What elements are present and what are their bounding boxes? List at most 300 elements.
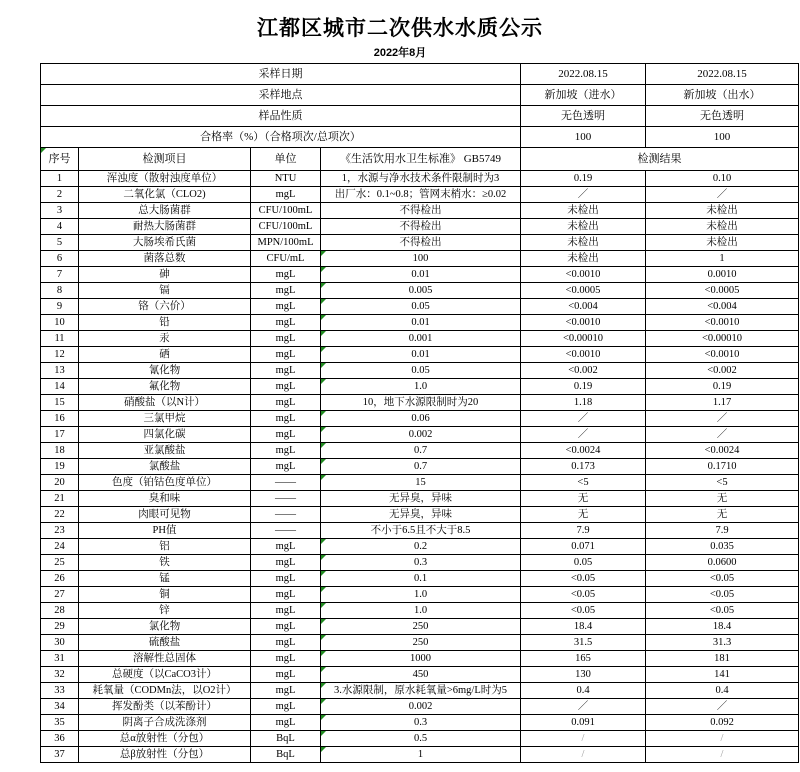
- table-row: [41, 539, 799, 555]
- cell-unit: ——: [251, 507, 321, 523]
- cell-result-out: ／: [646, 411, 799, 427]
- table-row: [41, 651, 799, 667]
- cell-no: 31: [41, 651, 79, 667]
- cell-item: 镉: [79, 283, 251, 299]
- cell-result-in: ／: [521, 699, 646, 715]
- table-row: [41, 555, 799, 571]
- cell-result-out: 0.19: [646, 379, 799, 395]
- table-row: [41, 443, 799, 459]
- cell-result-in: 130: [521, 667, 646, 683]
- cell-unit: mgL: [251, 187, 321, 203]
- cell-unit: mgL: [251, 283, 321, 299]
- cell-item: 硫酸盐: [79, 635, 251, 651]
- cell-unit: mgL: [251, 379, 321, 395]
- cell-flag-icon: [321, 699, 326, 704]
- cell-unit: BqL: [251, 731, 321, 747]
- cell-no: 29: [41, 619, 79, 635]
- cell-no: 33: [41, 683, 79, 699]
- table-row: [41, 635, 799, 651]
- cell-standard: 100: [321, 251, 521, 267]
- cell-result-out: 0.10: [646, 171, 799, 187]
- cell-no: 22: [41, 507, 79, 523]
- cell-standard: 0.3: [321, 555, 521, 571]
- cell-no: 24: [41, 539, 79, 555]
- cell-result-in: ／: [521, 427, 646, 443]
- cell-unit: mgL: [251, 619, 321, 635]
- cell-result-in: <0.00010: [521, 331, 646, 347]
- cell-unit: mgL: [251, 299, 321, 315]
- cell-flag-icon: [321, 667, 326, 672]
- cell-no: 16: [41, 411, 79, 427]
- table-row: [41, 507, 799, 523]
- cell-standard: 0.1: [321, 571, 521, 587]
- cell-unit: ——: [251, 491, 321, 507]
- cell-item: 肉眼可见物: [79, 507, 251, 523]
- cell-result-in: <0.0010: [521, 267, 646, 283]
- cell-result-in: <0.05: [521, 587, 646, 603]
- meta-label: 采样日期: [41, 64, 521, 85]
- cell-result-out: 0.092: [646, 715, 799, 731]
- cell-result-out: 0.035: [646, 539, 799, 555]
- cell-result-in: 无: [521, 491, 646, 507]
- cell-standard: 0.002: [321, 427, 521, 443]
- header-result: 检测结果: [521, 148, 799, 171]
- table-row: [41, 363, 799, 379]
- cell-result-out: 7.9: [646, 523, 799, 539]
- cell-standard: 0.3: [321, 715, 521, 731]
- cell-no: 37: [41, 747, 79, 763]
- cell-result-out: <0.0005: [646, 283, 799, 299]
- cell-flag-icon: [321, 363, 326, 368]
- cell-unit: mgL: [251, 347, 321, 363]
- meta-value-in: 无色透明: [521, 106, 646, 127]
- meta-rows: [41, 64, 799, 171]
- cell-result-in: /: [521, 731, 646, 747]
- table-row: [41, 315, 799, 331]
- header-standard: 《生活饮用水卫生标准》 GB5749: [321, 148, 521, 171]
- cell-flag-icon: [321, 715, 326, 720]
- cell-result-in: <0.05: [521, 603, 646, 619]
- cell-unit: mgL: [251, 331, 321, 347]
- cell-flag-icon: [321, 731, 326, 736]
- cell-flag-icon: [321, 379, 326, 384]
- cell-result-out: <0.002: [646, 363, 799, 379]
- cell-standard: 0.001: [321, 331, 521, 347]
- water-quality-table: [40, 63, 799, 763]
- cell-no: 9: [41, 299, 79, 315]
- cell-result-out: 未检出: [646, 235, 799, 251]
- cell-unit: NTU: [251, 171, 321, 187]
- header-item: 检测项目: [79, 148, 251, 171]
- cell-unit: mgL: [251, 363, 321, 379]
- cell-result-in: <0.004: [521, 299, 646, 315]
- cell-result-out: <0.05: [646, 571, 799, 587]
- cell-result-out: <0.0010: [646, 315, 799, 331]
- cell-no: 35: [41, 715, 79, 731]
- table-row: [41, 603, 799, 619]
- cell-no: 4: [41, 219, 79, 235]
- cell-no: 27: [41, 587, 79, 603]
- cell-result-in: 31.5: [521, 635, 646, 651]
- cell-no: 26: [41, 571, 79, 587]
- header-unit: 单位: [251, 148, 321, 171]
- meta-value-in: 100: [521, 127, 646, 148]
- cell-result-out: /: [646, 731, 799, 747]
- cell-item: 硝酸盐（以N计）: [79, 395, 251, 411]
- cell-unit: mgL: [251, 315, 321, 331]
- cell-no: 6: [41, 251, 79, 267]
- meta-label: 合格率（%）（合格项次/总项次）: [41, 127, 521, 148]
- cell-result-out: <0.0010: [646, 347, 799, 363]
- cell-standard: 0.002: [321, 699, 521, 715]
- cell-standard: 0.06: [321, 411, 521, 427]
- meta-value-out: 100: [646, 127, 799, 148]
- cell-result-out: 1: [646, 251, 799, 267]
- table-row: [41, 699, 799, 715]
- cell-no: 8: [41, 283, 79, 299]
- cell-result-in: 无: [521, 507, 646, 523]
- cell-result-out: 141: [646, 667, 799, 683]
- cell-no: 5: [41, 235, 79, 251]
- cell-standard: 无异臭，异味: [321, 507, 521, 523]
- cell-flag-icon: [321, 443, 326, 448]
- cell-standard: 0.7: [321, 459, 521, 475]
- cell-result-out: 0.4: [646, 683, 799, 699]
- cell-result-out: <0.00010: [646, 331, 799, 347]
- cell-item: 氯酸盐: [79, 459, 251, 475]
- cell-flag-icon: [321, 555, 326, 560]
- cell-result-in: 7.9: [521, 523, 646, 539]
- cell-flag-icon: [321, 635, 326, 640]
- cell-result-out: <0.05: [646, 587, 799, 603]
- table-row: [41, 619, 799, 635]
- meta-value-in: 新加坡（进水）: [521, 85, 646, 106]
- cell-result-in: /: [521, 747, 646, 763]
- cell-unit: mgL: [251, 539, 321, 555]
- cell-item: 汞: [79, 331, 251, 347]
- cell-flag-icon: [321, 619, 326, 624]
- meta-row-sample-date: [41, 64, 799, 85]
- cell-standard: 0.05: [321, 363, 521, 379]
- cell-result-in: <0.0010: [521, 315, 646, 331]
- cell-unit: mgL: [251, 603, 321, 619]
- cell-result-out: 181: [646, 651, 799, 667]
- cell-standard: 0.2: [321, 539, 521, 555]
- cell-unit: mgL: [251, 267, 321, 283]
- cell-flag-icon: [321, 411, 326, 416]
- cell-result-in: 1.18: [521, 395, 646, 411]
- cell-standard: 1，水源与净水技术条件限制时为3: [321, 171, 521, 187]
- cell-result-out: <5: [646, 475, 799, 491]
- cell-flag-icon: [321, 587, 326, 592]
- cell-unit: mgL: [251, 427, 321, 443]
- cell-result-in: 0.19: [521, 379, 646, 395]
- cell-standard: 15: [321, 475, 521, 491]
- header-no-label: 序号: [48, 152, 71, 165]
- page-title: 江都区城市二次供水水质公示: [257, 17, 543, 40]
- cell-no: 3: [41, 203, 79, 219]
- table-row: [41, 411, 799, 427]
- cell-item: 耐热大肠菌群: [79, 219, 251, 235]
- table-row: [41, 171, 799, 187]
- cell-standard: 0.5: [321, 731, 521, 747]
- cell-item: 臭和味: [79, 491, 251, 507]
- cell-result-in: 未检出: [521, 219, 646, 235]
- cell-result-out: ／: [646, 427, 799, 443]
- cell-standard: 0.01: [321, 267, 521, 283]
- cell-item: 菌落总数: [79, 251, 251, 267]
- cell-result-in: ／: [521, 187, 646, 203]
- cell-item: 总硬度（以CaCO3计）: [79, 667, 251, 683]
- cell-item: 总大肠菌群: [79, 203, 251, 219]
- cell-result-in: 0.091: [521, 715, 646, 731]
- table-row: [41, 715, 799, 731]
- cell-no: 2: [41, 187, 79, 203]
- cell-no: 34: [41, 699, 79, 715]
- cell-result-in: <0.05: [521, 571, 646, 587]
- cell-unit: BqL: [251, 747, 321, 763]
- cell-unit: ——: [251, 475, 321, 491]
- cell-item: 亚氯酸盐: [79, 443, 251, 459]
- cell-unit: CFU/mL: [251, 251, 321, 267]
- cell-flag-icon: [321, 267, 326, 272]
- cell-flag-icon: [321, 427, 326, 432]
- cell-result-in: <0.0005: [521, 283, 646, 299]
- meta-value-out: 无色透明: [646, 106, 799, 127]
- cell-no: 30: [41, 635, 79, 651]
- cell-unit: mgL: [251, 571, 321, 587]
- cell-flag-icon: [321, 475, 326, 480]
- meta-value-out: 2022.08.15: [646, 64, 799, 85]
- cell-result-in: 0.173: [521, 459, 646, 475]
- cell-flag-icon: [321, 251, 326, 256]
- page-subtitle: 2022年8月: [373, 47, 427, 59]
- cell-no: 10: [41, 315, 79, 331]
- table-row: [41, 283, 799, 299]
- cell-result-out: ／: [646, 699, 799, 715]
- cell-standard: 0.005: [321, 283, 521, 299]
- cell-flag-icon: [321, 539, 326, 544]
- meta-label: 样品性质: [41, 106, 521, 127]
- cell-standard: 1.0: [321, 587, 521, 603]
- cell-result-in: <0.002: [521, 363, 646, 379]
- table-row: [41, 427, 799, 443]
- cell-result-out: <0.0024: [646, 443, 799, 459]
- table-row: [41, 203, 799, 219]
- cell-item: 溶解性总固体: [79, 651, 251, 667]
- cell-standard: 0.05: [321, 299, 521, 315]
- cell-result-in: 18.4: [521, 619, 646, 635]
- cell-result-in: 未检出: [521, 203, 646, 219]
- cell-standard: 1: [321, 747, 521, 763]
- table-row: [41, 459, 799, 475]
- cell-unit: mgL: [251, 683, 321, 699]
- cell-result-out: <0.05: [646, 603, 799, 619]
- cell-flag-icon: [321, 331, 326, 336]
- cell-no: 1: [41, 171, 79, 187]
- cell-item: PH值: [79, 523, 251, 539]
- cell-unit: CFU/100mL: [251, 219, 321, 235]
- meta-value-in: 2022.08.15: [521, 64, 646, 85]
- cell-unit: mgL: [251, 667, 321, 683]
- table-row: [41, 267, 799, 283]
- table-row: [41, 379, 799, 395]
- cell-no: 36: [41, 731, 79, 747]
- cell-result-in: 0.19: [521, 171, 646, 187]
- cell-flag-icon: [321, 283, 326, 288]
- cell-flag-icon: [321, 651, 326, 656]
- table-row: [41, 395, 799, 411]
- meta-value-out: 新加坡（出水）: [646, 85, 799, 106]
- cell-standard: 不得检出: [321, 235, 521, 251]
- cell-standard: 0.01: [321, 315, 521, 331]
- cell-unit: MPN/100mL: [251, 235, 321, 251]
- cell-flag-icon: [321, 571, 326, 576]
- cell-result-out: /: [646, 747, 799, 763]
- cell-no: 19: [41, 459, 79, 475]
- cell-item: 氟化物: [79, 379, 251, 395]
- table-row: [41, 731, 799, 747]
- cell-result-out: ／: [646, 187, 799, 203]
- cell-standard: 250: [321, 619, 521, 635]
- cell-result-out: 未检出: [646, 219, 799, 235]
- cell-result-in: ／: [521, 411, 646, 427]
- cell-no: 23: [41, 523, 79, 539]
- cell-unit: mgL: [251, 699, 321, 715]
- table-row: [41, 667, 799, 683]
- cell-flag-icon: [321, 603, 326, 608]
- cell-flag-icon: [321, 747, 326, 752]
- cell-flag-icon: [321, 459, 326, 464]
- cell-result-out: 无: [646, 507, 799, 523]
- table-row: [41, 587, 799, 603]
- cell-result-in: 165: [521, 651, 646, 667]
- cell-flag-icon: [321, 347, 326, 352]
- cell-result-in: 未检出: [521, 235, 646, 251]
- cell-standard: 1.0: [321, 603, 521, 619]
- cell-item: 铜: [79, 587, 251, 603]
- cell-standard: 450: [321, 667, 521, 683]
- cell-no: 12: [41, 347, 79, 363]
- cell-result-in: 未检出: [521, 251, 646, 267]
- table-row: [41, 747, 799, 763]
- cell-no: 20: [41, 475, 79, 491]
- cell-flag-icon: [321, 315, 326, 320]
- cell-item: 耗氧量（CODMn法，以O2计）: [79, 683, 251, 699]
- cell-standard: 无异臭，异味: [321, 491, 521, 507]
- cell-unit: mgL: [251, 651, 321, 667]
- cell-unit: mgL: [251, 395, 321, 411]
- column-header-row: [41, 148, 799, 171]
- cell-item: 硒: [79, 347, 251, 363]
- cell-item: 总β放射性（分包）: [79, 747, 251, 763]
- cell-unit: mgL: [251, 443, 321, 459]
- cell-standard: 10，地下水源限制时为20: [321, 395, 521, 411]
- cell-item: 阴离子合成洗涤剂: [79, 715, 251, 731]
- cell-no: 13: [41, 363, 79, 379]
- cell-item: 大肠埃希氏菌: [79, 235, 251, 251]
- cell-result-out: <0.004: [646, 299, 799, 315]
- cell-unit: mgL: [251, 459, 321, 475]
- cell-unit: mgL: [251, 555, 321, 571]
- cell-no: 18: [41, 443, 79, 459]
- meta-row-sample-location: [41, 85, 799, 106]
- cell-result-out: 18.4: [646, 619, 799, 635]
- meta-row-pass-rate: [41, 127, 799, 148]
- cell-unit: ——: [251, 523, 321, 539]
- cell-result-out: 0.0600: [646, 555, 799, 571]
- cell-item: 氯化物: [79, 619, 251, 635]
- cell-item: 铝: [79, 539, 251, 555]
- table-row: [41, 219, 799, 235]
- cell-result-in: <0.0010: [521, 347, 646, 363]
- cell-no: 28: [41, 603, 79, 619]
- meta-label: 采样地点: [41, 85, 521, 106]
- cell-standard: 出厂水：0.1~0.8；管网末梢水：≥0.02: [321, 187, 521, 203]
- cell-standard: 不小于6.5且不大于8.5: [321, 523, 521, 539]
- cell-unit: mgL: [251, 411, 321, 427]
- cell-standard: 0.01: [321, 347, 521, 363]
- table-row: [41, 235, 799, 251]
- cell-result-in: 0.4: [521, 683, 646, 699]
- cell-unit: mgL: [251, 715, 321, 731]
- cell-standard: 不得检出: [321, 203, 521, 219]
- cell-result-out: 0.1710: [646, 459, 799, 475]
- cell-item: 氰化物: [79, 363, 251, 379]
- cell-result-out: 0.0010: [646, 267, 799, 283]
- cell-no: 21: [41, 491, 79, 507]
- cell-item: 三氯甲烷: [79, 411, 251, 427]
- cell-flag-icon: [321, 299, 326, 304]
- table-row: [41, 571, 799, 587]
- cell-result-out: 1.17: [646, 395, 799, 411]
- cell-item: 铁: [79, 555, 251, 571]
- meta-row-sample-property: [41, 106, 799, 127]
- cell-item: 四氯化碳: [79, 427, 251, 443]
- cell-result-in: 0.05: [521, 555, 646, 571]
- cell-flag-icon: [321, 683, 326, 688]
- table-row: [41, 331, 799, 347]
- cell-result-out: 无: [646, 491, 799, 507]
- cell-no: 32: [41, 667, 79, 683]
- cell-no: 15: [41, 395, 79, 411]
- cell-result-in: <0.0024: [521, 443, 646, 459]
- cell-standard: 不得检出: [321, 219, 521, 235]
- data-rows: [41, 171, 799, 763]
- cell-item: 总α放射性（分包）: [79, 731, 251, 747]
- cell-standard: 1000: [321, 651, 521, 667]
- cell-item: 锰: [79, 571, 251, 587]
- cell-item: 浑浊度（散射浊度单位）: [79, 171, 251, 187]
- table-row: [41, 299, 799, 315]
- cell-unit: mgL: [251, 587, 321, 603]
- cell-result-in: <5: [521, 475, 646, 491]
- cell-no: 14: [41, 379, 79, 395]
- cell-item: 挥发酚类（以苯酚计）: [79, 699, 251, 715]
- cell-no: 17: [41, 427, 79, 443]
- table-row: [41, 491, 799, 507]
- cell-item: 色度（铂钴色度单位）: [79, 475, 251, 491]
- cell-no: 7: [41, 267, 79, 283]
- cell-result-in: 0.071: [521, 539, 646, 555]
- cell-item: 铬（六价）: [79, 299, 251, 315]
- table-row: [41, 523, 799, 539]
- cell-item: 砷: [79, 267, 251, 283]
- cell-unit: mgL: [251, 635, 321, 651]
- header-no: [41, 148, 79, 171]
- cell-no: 25: [41, 555, 79, 571]
- cell-flag-icon: [41, 148, 46, 153]
